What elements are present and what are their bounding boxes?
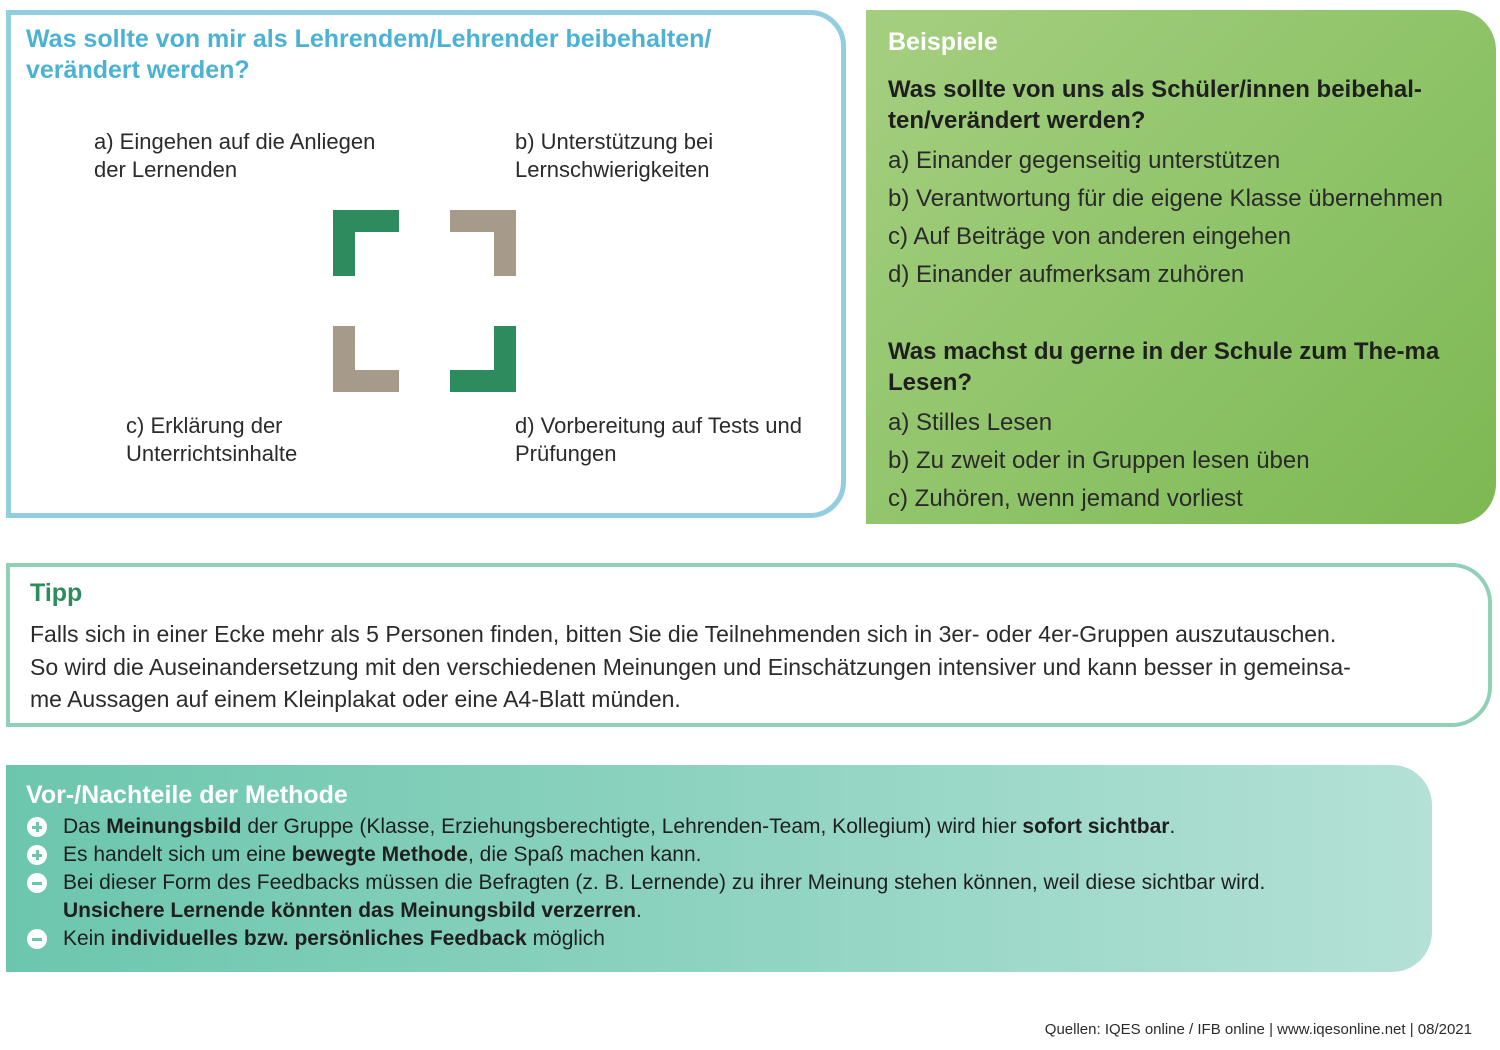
list-item: b) Verantwortung für die eigene Klasse übernehmen [888, 185, 1444, 212]
tip-line-1: Falls sich in einer Ecke mehr als 5 Personen finden, bitten Sie die Teilnehmenden sich in 3er- oder 4er-Gruppen auszutauschen. [30, 621, 1337, 647]
pros-cons-box [6, 765, 1432, 972]
plus-icon [27, 845, 47, 865]
item-text: . [635, 899, 642, 922]
corner-top-left-icon [333, 210, 399, 276]
item-text: . [1169, 815, 1176, 838]
item-text: Kein [63, 927, 111, 950]
list-item: c) Zuhören, wenn jemand vorliest [888, 485, 1243, 512]
list-item: a) Stilles Lesen [888, 409, 1053, 436]
plus-icon [27, 817, 47, 837]
examples-question-2: Was machst du gerne in der Schule zum The-ma Lesen? [888, 338, 1440, 396]
item-text: Bei dieser Form des Feedbacks müssen die Befragten (z. B. Lernende) zu ihrer Meinung stehen können, weil diese sichtbar wird. [63, 871, 1266, 894]
tip-line-2: So wird die Auseinandersetzung mit den verschiedenen Meinungen und Einschätzungen intensiver und kann besser in gemeinsa- [30, 653, 1351, 680]
minus-icon [27, 929, 47, 949]
list-item: d) Einander aufmerksam zuhören [888, 261, 1245, 288]
item-text: , die Spaß machen kann. [467, 843, 702, 866]
teacher-box-title: Was sollte von mir als Lehrendem/Lehrender beibehalten/ verändert werden? [26, 25, 712, 84]
con-item-1 [26, 869, 1416, 925]
pro-item-1 [26, 813, 1416, 841]
corner-label-a: a) Eingehen auf die Anliegen der Lernenden [94, 129, 376, 182]
item-bold: sofort sichtbar [1022, 815, 1170, 838]
con-item-2 [26, 925, 1416, 953]
examples-list-1 [888, 142, 1488, 294]
tip-title: Tipp [30, 579, 83, 607]
item-bold: individuelles bzw. persönliches Feedback [110, 927, 527, 950]
examples-heading: Beispiele [888, 28, 998, 56]
minus-icon [27, 873, 47, 893]
examples-question-1: Was sollte von uns als Schüler/innen beibehal-ten/verändert werden? [888, 76, 1422, 134]
corner-label-b: b) Unterstützung bei Lernschwierigkeiten [515, 129, 714, 182]
item-text: Das [63, 815, 107, 838]
pros-cons-title: Vor-/Nachteile der Methode [26, 781, 348, 809]
list-item: c) Auf Beiträge von anderen eingehen [888, 223, 1291, 250]
corner-label-c: c) Erklärung der Unterrichtsinhalte [126, 413, 298, 466]
corner-label-d: d) Vorbereitung auf Tests und Prüfungen [515, 413, 803, 466]
corner-top-right-icon [450, 210, 516, 276]
pros-cons-list [26, 813, 1416, 953]
tip-text [30, 618, 1470, 716]
pro-item-2 [26, 841, 1416, 869]
examples-list-2 [888, 404, 1488, 518]
item-text: möglich [526, 927, 605, 950]
item-bold: Unsichere Lernende könnten das Meinungsbild verzerren [63, 899, 636, 922]
list-item: b) Zu zweit oder in Gruppen lesen üben [888, 447, 1310, 474]
corner-bottom-right-icon [450, 326, 516, 392]
item-text: der Gruppe (Klasse, Erziehungsberechtigte, Lehrenden-Team, Kollegium) wird hier [241, 815, 1023, 838]
tip-line-3: me Aussagen auf einem Kleinplakat oder eine A4-Blatt münden. [30, 686, 681, 712]
source-footer: Quellen: IQES online / IFB online | www.iqesonline.net | 08/2021 [1044, 1021, 1472, 1038]
tip-box [6, 563, 1492, 727]
examples-box [866, 10, 1496, 524]
item-text: Es handelt sich um eine [63, 843, 292, 866]
item-bold: Meinungsbild [106, 815, 242, 838]
corner-bottom-left-icon [333, 326, 399, 392]
list-item: a) Einander gegenseitig unterstützen [888, 147, 1281, 174]
item-bold: bewegte Methode [291, 843, 468, 866]
